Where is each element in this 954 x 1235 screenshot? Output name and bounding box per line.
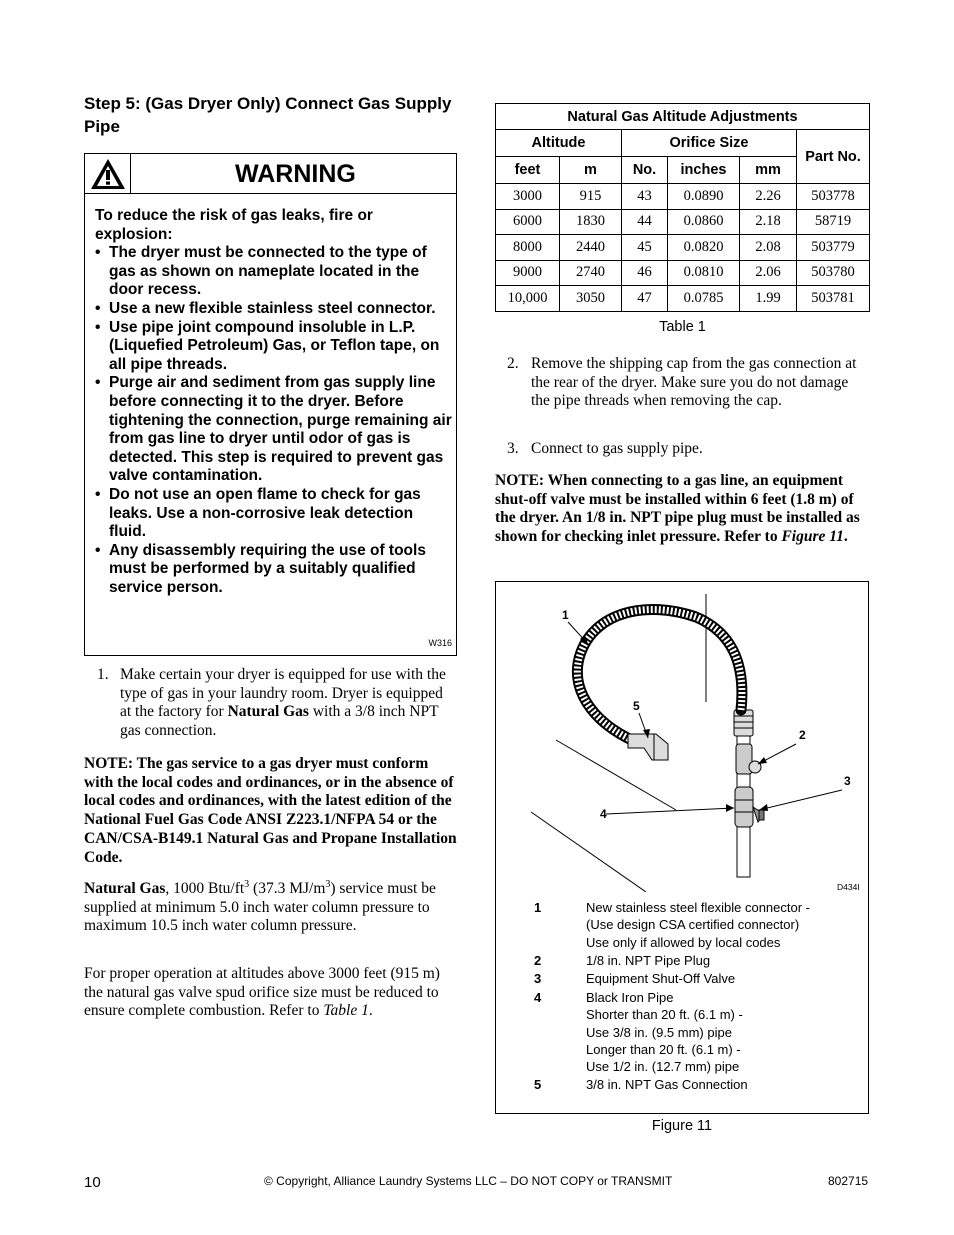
table-cell: 1830 [560, 209, 622, 235]
table-cell: 0.0785 [668, 286, 740, 312]
table-cell: 2440 [560, 235, 622, 261]
table-cell: 3000 [496, 184, 560, 210]
legend-number: 3 [534, 971, 542, 986]
step-title: Step 5: (Gas Dryer Only) Connect Gas Supply Pipe [84, 94, 452, 136]
figure-11-box [495, 581, 869, 1114]
table-cell: 0.0860 [668, 209, 740, 235]
note-shutoff-valve: NOTE: When connecting to a gas line, an equipment shut-off valve must be installed within 6 feet (1.8 m) of the dryer. An 1/8 in. NPT pipe plug must be installed as shown for checking inlet pressure. Refer to Figure 11. [495, 472, 860, 546]
table-group-altitude: Altitude [496, 130, 622, 157]
table-header-m: m [560, 157, 622, 184]
table-cell: 0.0810 [668, 260, 740, 286]
figure-caption: Figure 11 [651, 1118, 713, 1134]
table-header-feet: feet [496, 157, 560, 184]
table-row [496, 209, 870, 235]
legend-item-1: New stainless steel flexible connector - (Use design CSA certified connector) Use only if allowed by local codes [586, 900, 810, 950]
table-cell: 0.0890 [668, 184, 740, 210]
warning-title: WARNING [131, 154, 456, 194]
warning-item: • The dryer must be connected to the type of gas as shown on nameplate located in the door recess. [95, 244, 452, 300]
note-gas-codes: NOTE: The gas service to a gas dryer must conform with the local codes and ordinances, or in the absence of local codes and ordinances, with the latest edition of the National Fuel Gas Code ANSI Z223.1/NFPA 54 or the CAN/CSA-B149.1 Natural Gas and Propane Installation Code. [84, 755, 457, 866]
table-cell: 3050 [560, 286, 622, 312]
table-cell: 503778 [797, 184, 870, 210]
warning-icon-cell [85, 154, 131, 194]
table-cell: 44 [622, 209, 668, 235]
callout-4: 4 [600, 807, 607, 821]
warning-item: • Any disassembly requiring the use of tools must be performed by a suitably qualified service person. [95, 542, 452, 598]
table-title: Natural Gas Altitude Adjustments [496, 104, 870, 130]
table-cell: 43 [622, 184, 668, 210]
legend-number: 5 [534, 1077, 542, 1092]
table-header-inches: inches [668, 157, 740, 184]
table-row [496, 235, 870, 261]
step-1-number: 1. [97, 666, 109, 683]
table-cell: 2.18 [740, 209, 797, 235]
legend-item-4: Black Iron Pipe Shorter than 20 ft. (6.1 m) - Use 3/8 in. (9.5 mm) pipe Longer than 20 ft. (6.1 m) - Use 1/2 in. (12.7 mm) pipe [586, 990, 743, 1075]
legend-item-5: 3/8 in. NPT Gas Connection [586, 1077, 748, 1092]
table-cell: 6000 [496, 209, 560, 235]
table-header-part-no: Part No. [797, 130, 870, 184]
table-cell: 2740 [560, 260, 622, 286]
table-cell: 503780 [797, 260, 870, 286]
table-cell: 2.26 [740, 184, 797, 210]
warning-item: • Use a new flexible stainless steel connector. [95, 300, 452, 319]
warning-item: • Use pipe joint compound insoluble in L.P. (Liquefied Petroleum) Gas, or Teflon tape, on all pipe threads. [95, 319, 452, 375]
altitude-paragraph: For proper operation at altitudes above 3000 feet (915 m) the natural gas valve spud orifice size must be reduced to ensure complete combustion. Refer to Table 1. [84, 965, 440, 1020]
table-row [496, 260, 870, 286]
table-cell: 58719 [797, 209, 870, 235]
table-caption: Table 1 [659, 319, 706, 335]
table-cell: 2.06 [740, 260, 797, 286]
table-group-orifice: Orifice Size [622, 130, 797, 157]
callout-5: 5 [633, 699, 640, 713]
table-cell: 46 [622, 260, 668, 286]
table-row [496, 184, 870, 210]
step-3-text: Connect to gas supply pipe. [531, 440, 703, 457]
table-cell: 1.99 [740, 286, 797, 312]
document-number: 802715 [828, 1174, 869, 1188]
step-3-number: 3. [507, 440, 519, 457]
table-cell: 10,000 [496, 286, 560, 312]
warning-box [84, 153, 457, 656]
callout-3: 3 [844, 774, 851, 788]
table-cell: 0.0820 [668, 235, 740, 261]
warning-code: W316 [428, 638, 452, 648]
table-header-no: No. [622, 157, 668, 184]
table-cell: 915 [560, 184, 622, 210]
callout-2: 2 [799, 728, 806, 742]
legend-item-3: Equipment Shut-Off Valve [586, 971, 736, 986]
warning-body [95, 207, 452, 597]
table-cell: 47 [622, 286, 668, 312]
natural-gas-paragraph: Natural Gas, 1000 Btu/$ft^3$ (37.3 $MJ/m^3$) service must be supplied at minimum 5.0 inch water column pressure to maximum 10.5 inch water column pressure. [84, 878, 436, 935]
warning-list [95, 244, 452, 597]
callout-1: 1 [562, 608, 569, 622]
step-1-text: Make certain your dryer is equipped for use with the type of gas in your laundry room. Dryer is equipped at the factory for Natural Gas with a 3/8 inch NPT gas connection. [120, 666, 446, 740]
copyright-notice: © Copyright, Alliance Laundry Systems LLC – DO NOT COPY or TRANSMIT [264, 1174, 673, 1188]
table-cell: 503779 [797, 235, 870, 261]
step-2-number: 2. [507, 355, 519, 372]
figure-code: D434I [837, 882, 860, 892]
warning-item: • Do not use an open flame to check for gas leaks. Use a non-corrosive leak detection fluid. [95, 486, 452, 542]
table-header-mm: mm [740, 157, 797, 184]
step-1 [84, 666, 457, 741]
legend-item-2: 1/8 in. NPT Pipe Plug [586, 953, 711, 968]
table-cell: 9000 [496, 260, 560, 286]
step-2 [495, 355, 870, 411]
step-3 [495, 440, 870, 459]
table-cell: 45 [622, 235, 668, 261]
table-cell: 8000 [496, 235, 560, 261]
altitude-table-wrap [495, 103, 870, 312]
altitude-table [495, 103, 870, 312]
table-cell: 503781 [797, 286, 870, 312]
warning-intro: To reduce the risk of gas leaks, fire or explosion: [95, 207, 373, 243]
legend-number: 2 [534, 953, 542, 968]
legend-number: 4 [534, 990, 542, 1005]
legend-number: 1 [534, 900, 542, 915]
warning-triangle-icon [89, 157, 127, 191]
page-number: 10 [84, 1174, 101, 1191]
step-2-text: Remove the shipping cap from the gas connection at the rear of the dryer. Make sure you do not damage the pipe threads when removing the cap. [531, 355, 857, 410]
gas-connection-illustration [496, 582, 868, 892]
table-row [496, 286, 870, 312]
warning-item: • Purge air and sediment from gas supply line before connecting it to the dryer. Before tightening the connection, purge remaining air from gas line to dryer until odor of gas is detected. This step is required to prevent gas valve contamination. [95, 374, 452, 486]
table-cell: 2.08 [740, 235, 797, 261]
